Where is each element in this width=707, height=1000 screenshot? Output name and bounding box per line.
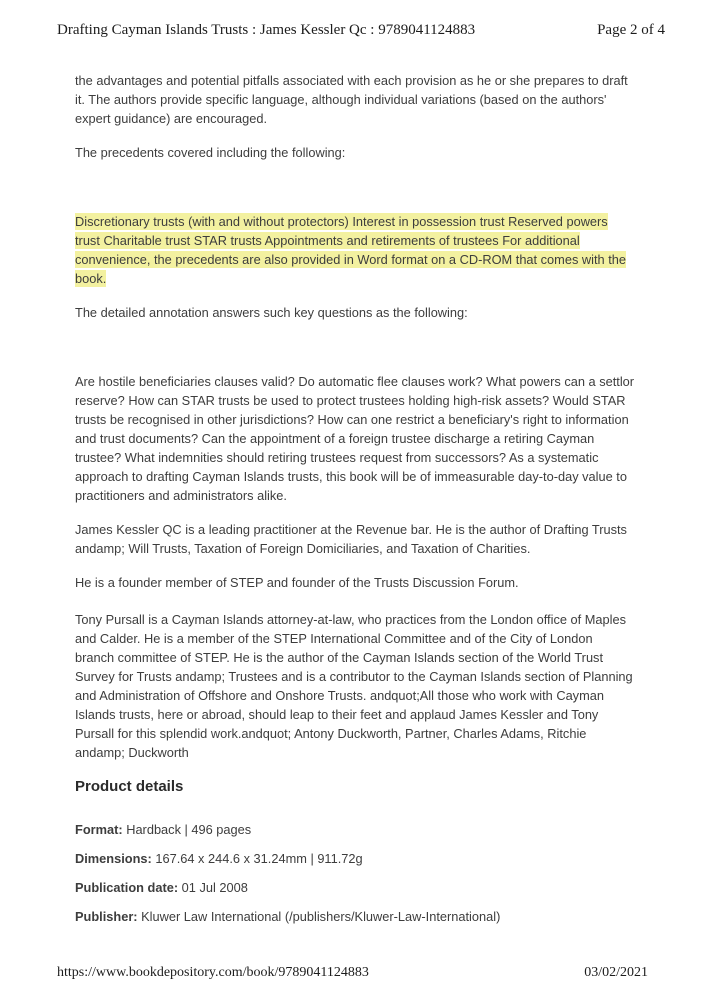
- page-indicator: Page 2 of 4: [597, 22, 665, 38]
- precedents-intro: The precedents covered including the following:: [75, 145, 346, 160]
- publication-date-label: Publication date:: [75, 880, 179, 895]
- detail-row-format: [75, 820, 635, 839]
- document-title: Drafting Cayman Islands Trusts : James Kessler Qc : 9789041124883: [57, 22, 476, 38]
- dimensions-label: Dimensions:: [75, 851, 152, 866]
- print-header: [57, 22, 665, 39]
- print-date: 03/02/2021: [584, 965, 648, 980]
- publisher-label: Publisher:: [75, 909, 138, 924]
- source-url: https://www.bookdepository.com/book/9789041124883: [57, 965, 369, 980]
- step-note-paragraph: He is a founder member of STEP and founder of the Trusts Discussion Forum.: [75, 575, 519, 590]
- dimensions-value: 167.64 x 244.6 x 31.24mm | 911.72g: [155, 851, 363, 866]
- annotation-intro: The detailed annotation answers such key questions as the following:: [75, 305, 468, 320]
- intro-paragraph: the advantages and potential pitfalls associated with each provision as he or she prepares to draft it. The authors provide specific language, although individual variations (based on the authors' expert guidance) are encouraged.: [75, 73, 628, 126]
- publication-date-value: 01 Jul 2008: [181, 880, 248, 895]
- print-footer: [57, 965, 648, 981]
- detail-row-dimensions: [75, 849, 635, 868]
- publisher-value: Kluwer Law International (/publishers/Kluwer-Law-International): [141, 909, 501, 924]
- questions-paragraph: Are hostile beneficiaries clauses valid? Do automatic flee clauses work? What powers can a settlor reserve? How can STAR trusts be used to protect trustees holding high-risk assets? Would STAR trusts be recognised in other jurisdictions? How can one restrict a beneficiary's right to information and trust documents? Can the appointment of a foreign trustee discharge a retiring Cayman trustee? What indemnities should retiring trustees request from successors? As a systematic approach to drafting Cayman Islands trusts, this book will be of immeasurable day-to-day value to practitioners and administrators alike.: [75, 374, 635, 503]
- product-details-heading: Product details: [75, 778, 184, 795]
- highlighted-passage: [75, 212, 635, 288]
- highlight-mark: Discretionary trusts (with and without protectors) Interest in possession trust Reserved powers trust Charitable trust STAR trusts Appointments and retirements of trustees For additional convenience, the precedents are also provided in Word format on a CD-ROM that comes with the book.: [75, 214, 627, 286]
- format-value: Hardback | 496 pages: [126, 822, 252, 837]
- kessler-bio-paragraph: James Kessler QC is a leading practitioner at the Revenue bar. He is the author of Drafting Trusts andamp; Will Trusts, Taxation of Foreign Domiciliaries, and Taxation of Charities.: [75, 522, 627, 556]
- detail-row-publication-date: [75, 878, 635, 897]
- detail-row-publisher: [75, 907, 635, 926]
- pursall-bio-paragraph: Tony Pursall is a Cayman Islands attorney-at-law, who practices from the London office of Maples and Calder. He is a member of the STEP International Committee and of the City of London branch committee of STEP. He is the author of the Cayman Islands section of the World Trust Survey for Trusts andamp; Trustees and is a contributor to the Cayman Islands section of Planning and Administration of Offshore and Onshore Trusts. andquot;All those who work with Cayman Islands trusts, here or abroad, should leap to their feet and applaud James Kessler and Tony Pursall for this splendid work.andquot; Antony Duckworth, Partner, Charles Adams, Ritchie andamp; Duckworth: [75, 612, 633, 760]
- format-label: Format:: [75, 822, 123, 837]
- article-body: [75, 71, 635, 936]
